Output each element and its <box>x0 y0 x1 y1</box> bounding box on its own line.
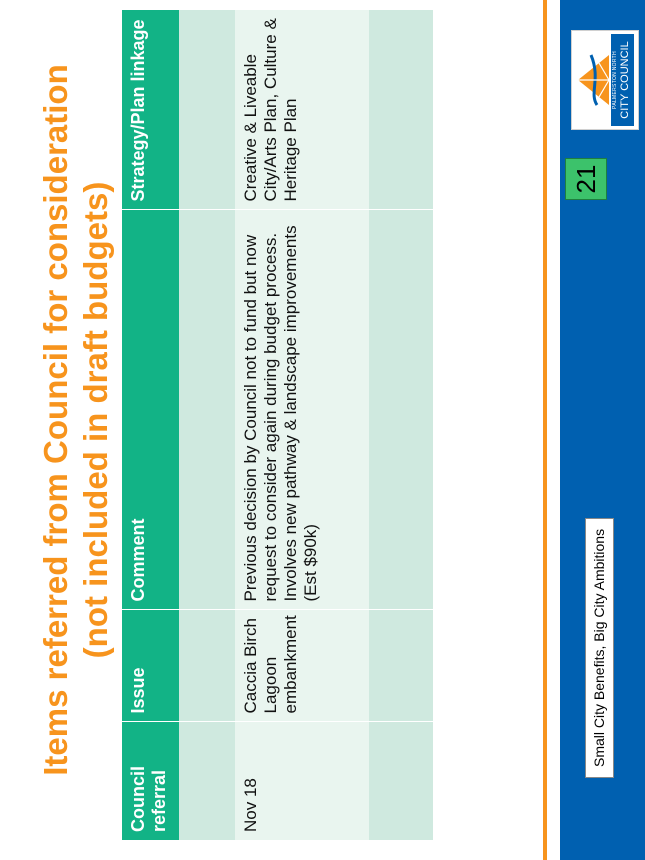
table-header-row <box>122 10 179 840</box>
cell-linkage: Creative & Liveable City/Arts Plan, Culture & Heritage Plan <box>235 10 369 210</box>
footer-tagline: Small City Benefits, Big City Ambitions <box>585 518 614 778</box>
slide-title-line-2: (not included in draft budgets) <box>77 181 114 659</box>
header-council-referral: Council referral <box>122 722 179 840</box>
logo-text-big: CITY COUNCIL <box>618 34 634 126</box>
footer-orange-rule <box>543 0 547 860</box>
table-row-empty <box>369 10 433 840</box>
council-logo-icon <box>575 53 611 107</box>
header-strategy-linkage: Strategy/Plan linkage <box>122 10 179 210</box>
logo-text-small: PALMERSTON NORTH <box>611 34 618 126</box>
slide-title-line-1: Items referred from Council for consideration <box>37 64 74 776</box>
council-logo <box>571 30 639 130</box>
header-comment: Comment <box>122 210 179 610</box>
slide-title <box>36 40 116 800</box>
page-number: 21 <box>565 158 607 200</box>
header-issue: Issue <box>122 610 179 722</box>
table-row-empty <box>179 10 235 840</box>
cell-comment: Previous decision by Council not to fund but now request to consider again during budget process. Involves new pathway & landscape improvements (Est $90k) <box>235 210 369 610</box>
cell-issue: Caccia Birch Lagoon embankment <box>235 610 369 722</box>
table-row <box>235 10 369 840</box>
cell-referral: Nov 18 <box>235 722 369 840</box>
referral-table <box>122 10 433 841</box>
